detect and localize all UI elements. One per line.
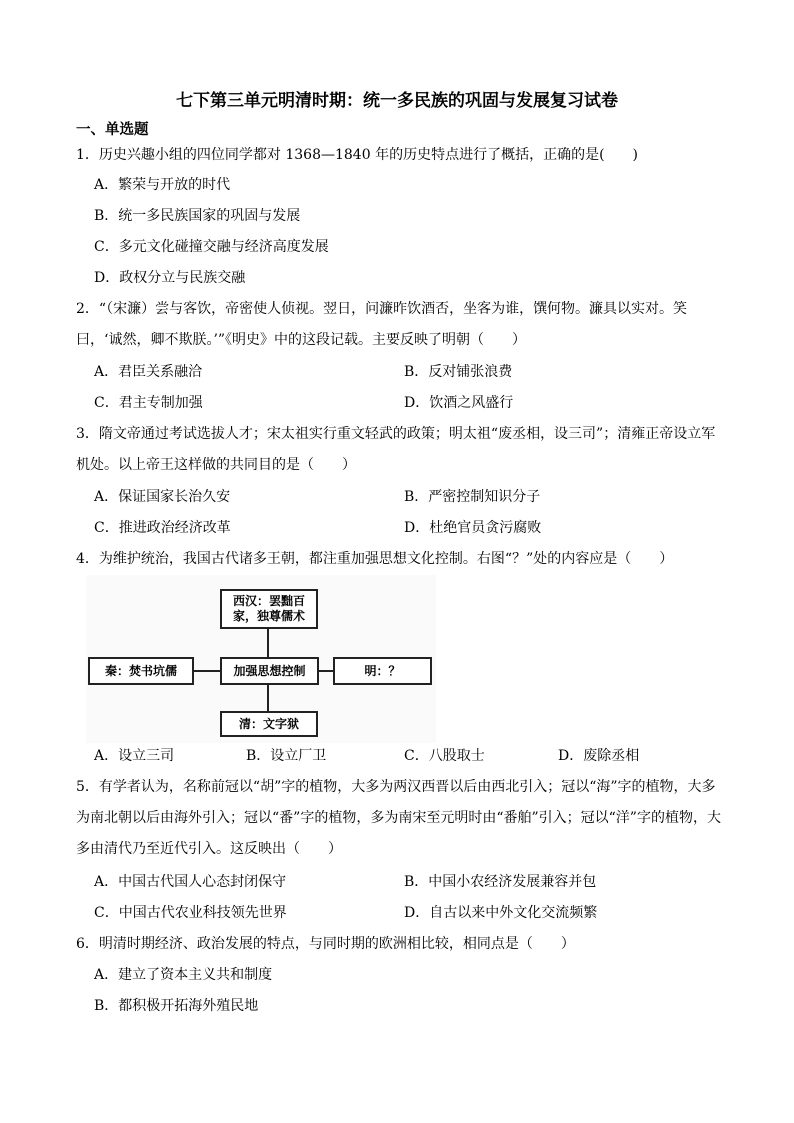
diagram-box-qing: 清：文字狱 [220, 711, 318, 737]
question-3-option-a[interactable]: A．保证国家长治久安 [94, 489, 231, 505]
question-1-stem: 1．历史兴趣小组的四位同学都对 1368—1840 年的历史特点进行了概括，正确的是( ) [76, 147, 638, 163]
connector-bottom [267, 685, 269, 711]
question-4-option-a[interactable]: A．设立三司 [94, 748, 175, 764]
thought-control-diagram [86, 575, 436, 743]
section-heading: 一、单选题 [76, 122, 149, 138]
page-title: 七下第三单元明清时期：统一多民族的巩固与发展复习试卷 [176, 91, 618, 111]
question-1-option-b[interactable]: B．统一多民族国家的巩固与发展 [94, 208, 301, 224]
question-5-option-a[interactable]: A．中国古代国人心态封闭保守 [94, 874, 287, 890]
question-3-option-d[interactable]: D．杜绝官员贪污腐败 [404, 520, 542, 536]
question-4-option-c[interactable]: C．八股取士 [404, 748, 485, 764]
question-4-option-b[interactable]: B．设立厂卫 [246, 748, 327, 764]
question-2-option-c[interactable]: C．君主专制加强 [94, 395, 203, 411]
question-2-option-d[interactable]: D．饮酒之风盛行 [404, 395, 514, 411]
question-4-stem: 4．为维护统治，我国古代诸多王朝，都注重加强思想文化控制。右图“？”处的内容应是（ ） [76, 551, 674, 567]
question-6-stem: 6．明清时期经济、政治发展的特点，与同时期的欧洲相比较，相同点是（ ） [76, 936, 575, 952]
question-5-stem: 5．有学者认为，名称前冠以“胡”字的植物，大多为两汉西晋以后由西北引入；冠以“海”字的植物，大多为南北朝以后由海外引入；冠以“番”字的植物，多为南宋至元明时由“番舶”引入；冠以“洋”字的植物，大多由清代乃至近代引入。这反映出（ ） [76, 779, 721, 857]
diagram-box-ming: 明：？ [333, 657, 432, 685]
question-2-stem: 2．“（宋濂）尝与客饮，帝密使人侦视。翌日，问濂昨饮酒否，坐客为谁，馔何物。濂具以实对。笑曰，‘诚然，卿不欺朕。’”《明史》中的这段记载。主要反映了明朝（ ） [76, 301, 688, 348]
question-5-option-d[interactable]: D．自古以来中外文化交流频繁 [404, 905, 598, 921]
connector-left [194, 670, 220, 672]
question-2-option-b[interactable]: B．反对铺张浪费 [404, 364, 513, 380]
question-6-option-a[interactable]: A．建立了资本主义共和制度 [94, 967, 273, 983]
diagram-box-center: 加强思想控制 [220, 657, 319, 685]
connector-top [267, 629, 269, 657]
question-3-stem: 3．隋文帝通过考试选拔人才；宋太祖实行重文轻武的政策；明太祖“废丞相，设三司”；清雍正帝设立军机处。以上帝王这样做的共同目的是（ ） [76, 426, 716, 473]
question-1-option-a[interactable]: A．繁荣与开放的时代 [94, 177, 231, 193]
diagram-box-western-han: 西汉：罢黜百家，独尊儒术 [220, 589, 318, 629]
question-5-option-b[interactable]: B．中国小农经济发展兼容并包 [404, 874, 597, 890]
question-5-option-c[interactable]: C．中国古代农业科技领先世界 [94, 905, 287, 921]
question-3-option-c[interactable]: C．推进政治经济改革 [94, 520, 231, 536]
question-1-option-c[interactable]: C．多元文化碰撞交融与经济高度发展 [94, 239, 329, 255]
question-1-option-d[interactable]: D．政权分立与民族交融 [94, 270, 246, 286]
question-6-option-b[interactable]: B．都积极开拓海外殖民地 [94, 998, 259, 1014]
connector-right [319, 670, 333, 672]
diagram-box-qin: 秦：焚书坑儒 [88, 657, 194, 685]
question-3-option-b[interactable]: B．严密控制知识分子 [404, 489, 541, 505]
question-2-option-a[interactable]: A．君臣关系融洽 [94, 364, 203, 380]
question-4-option-d[interactable]: D．废除丞相 [558, 748, 640, 764]
